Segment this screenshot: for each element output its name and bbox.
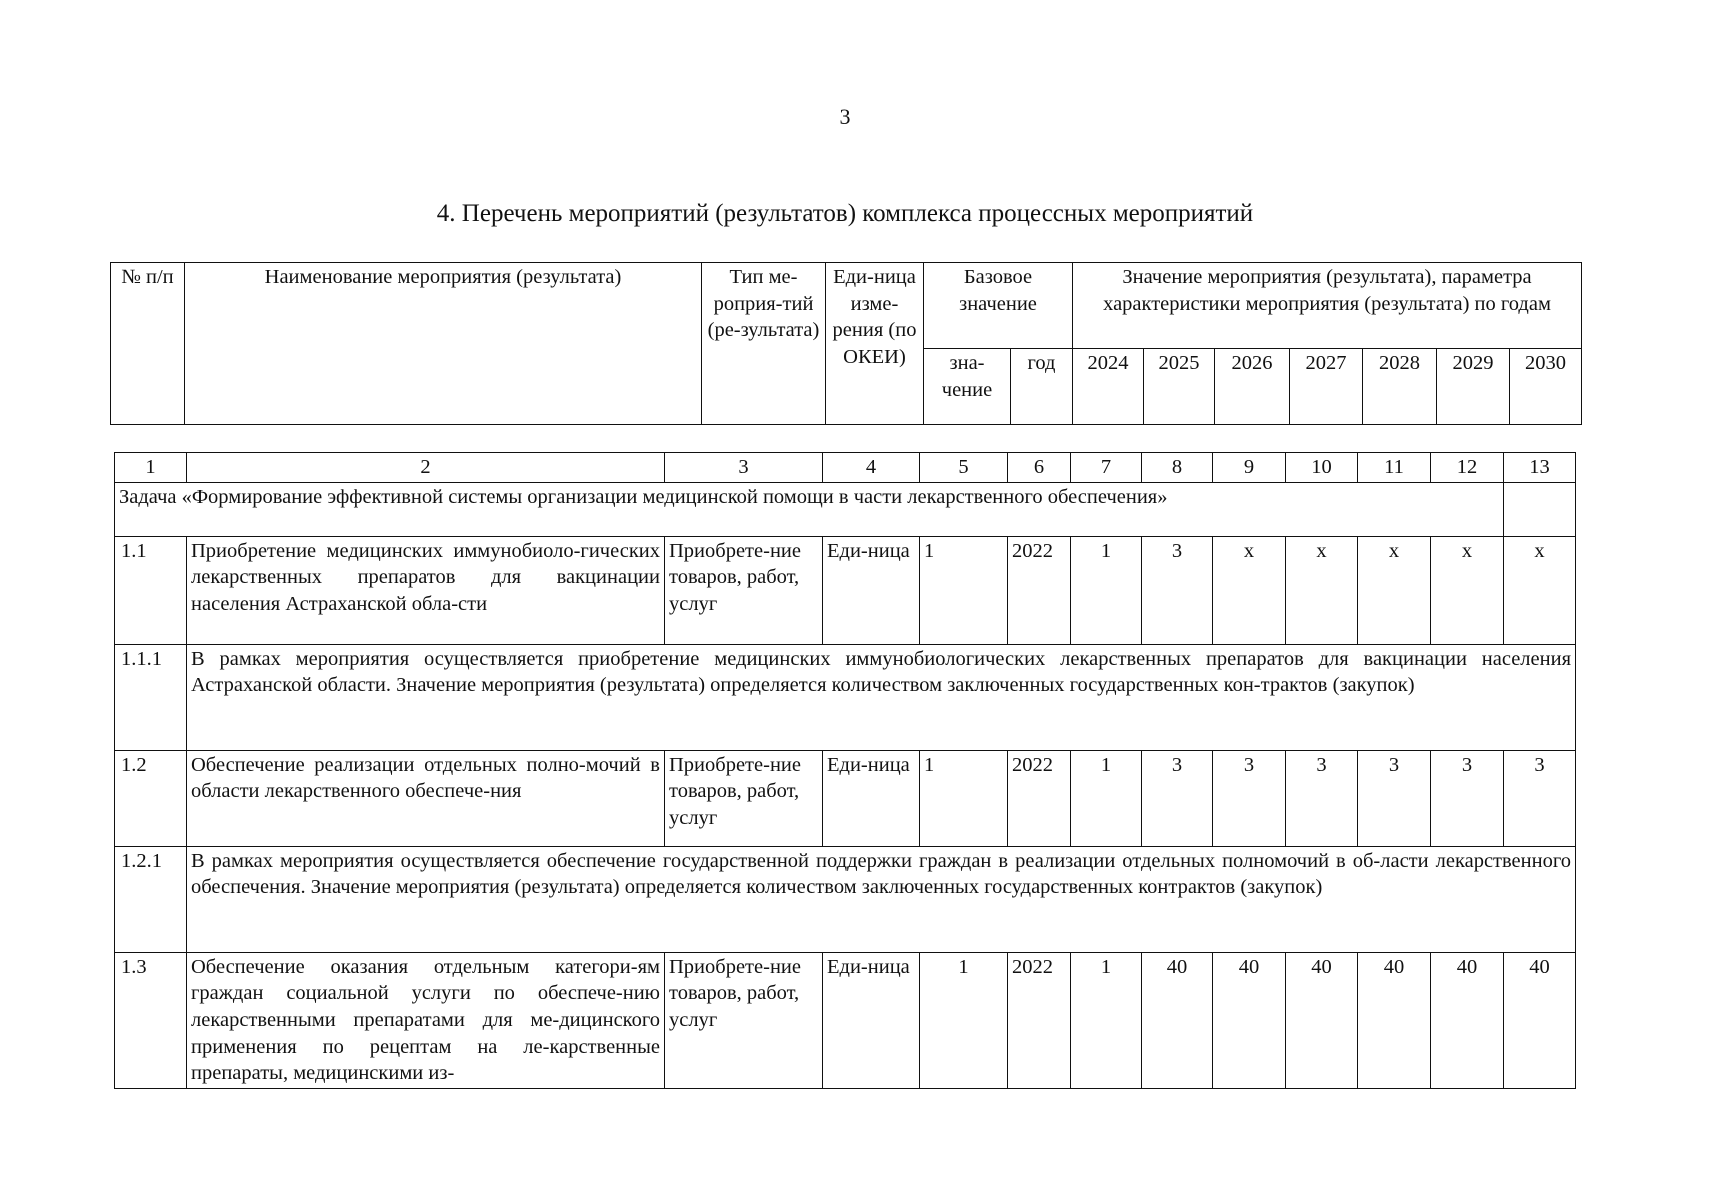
- header-name: Наименование мероприятия (результата): [185, 263, 702, 425]
- column-number: 11: [1358, 453, 1431, 483]
- value-cell: 3: [1431, 750, 1504, 846]
- page-number: 3: [839, 104, 851, 129]
- header-year: 2024: [1073, 349, 1144, 425]
- value-cell: 3: [1213, 750, 1286, 846]
- base-year-cell: 2022: [1008, 750, 1071, 846]
- column-number: 1: [115, 453, 187, 483]
- value-cell: x: [1504, 536, 1576, 644]
- header-values-group: Значение мероприятия (результата), параметра характеристики мероприятия (результата) по годам: [1073, 263, 1582, 349]
- description-row: [115, 846, 1576, 952]
- value-cell: 1: [1071, 952, 1142, 1088]
- column-number: 3: [665, 453, 823, 483]
- value-cell: x: [1286, 536, 1358, 644]
- activity-type: Приобрете-ние товаров, работ, услуг: [665, 750, 823, 846]
- base-year-cell: 2022: [1008, 536, 1071, 644]
- header-base-year: год: [1011, 349, 1073, 425]
- activity-type: Приобрете-ние товаров, работ, услуг: [665, 536, 823, 644]
- table-row: [115, 536, 1576, 644]
- value-cell: 1: [1071, 750, 1142, 846]
- value-cell: x: [1358, 536, 1431, 644]
- column-number: 2: [187, 453, 665, 483]
- column-number: 5: [920, 453, 1008, 483]
- value-cell: 3: [1504, 750, 1576, 846]
- column-number: 9: [1213, 453, 1286, 483]
- column-number: 12: [1431, 453, 1504, 483]
- description-row: [115, 644, 1576, 750]
- value-cell: x: [1213, 536, 1286, 644]
- column-number: 7: [1071, 453, 1142, 483]
- header-table: [110, 262, 1582, 425]
- page-title: 4. Перечень мероприятий (результатов) комплекса процессных мероприятий: [436, 200, 1254, 227]
- value-cell: 40: [1431, 952, 1504, 1088]
- activity-description: В рамках мероприятия осуществляется приобретение медицинских иммунобиологических лекарственных препаратов для вакцинации населения Астраханской области. Значение мероприятия (результата) определяется количеством заключенных государственных кон-трактов (закупок): [187, 644, 1576, 750]
- column-number: 10: [1286, 453, 1358, 483]
- value-cell: 3: [1286, 750, 1358, 846]
- row-number: 1.2.1: [115, 846, 187, 952]
- empty-cell: [1504, 482, 1576, 536]
- activity-description: В рамках мероприятия осуществляется обеспечение государственной поддержки граждан в реализации отдельных полномочий в об-ласти лекарственного обеспечения. Значение мероприятия (результата) определяется количеством заключенных государственных контрактов (закупок): [187, 846, 1576, 952]
- column-numbers-row: [115, 453, 1576, 483]
- row-number: 1.2: [115, 750, 187, 846]
- unit-cell: Еди-ница: [823, 750, 920, 846]
- column-number: 8: [1142, 453, 1213, 483]
- activities-table: [114, 452, 1576, 1089]
- header-year: 2026: [1215, 349, 1290, 425]
- table-row: [115, 750, 1576, 846]
- task-row: [115, 482, 1576, 536]
- header-year: 2029: [1437, 349, 1510, 425]
- unit-cell: Еди-ница: [823, 536, 920, 644]
- row-number: 1.1.1: [115, 644, 187, 750]
- activity-name: Обеспечение оказания отдельным категори-ям граждан социальной услуги по обеспече-нию лекарственными препаратами для ме-дицинского применения по рецептам на ле-карственные препараты, медицинскими из-: [187, 952, 665, 1088]
- header-year: 2025: [1144, 349, 1215, 425]
- header-base-value: зна-чение: [924, 349, 1011, 425]
- value-cell: 40: [1504, 952, 1576, 1088]
- activity-name: Обеспечение реализации отдельных полно-мочий в области лекарственного обеспече-ния: [187, 750, 665, 846]
- header-type: Тип ме-роприя-тий (ре-зультата): [702, 263, 826, 425]
- value-cell: 40: [1358, 952, 1431, 1088]
- header-year: 2028: [1363, 349, 1437, 425]
- base-value-cell: 1: [920, 952, 1008, 1088]
- header-unit: Еди-ница изме-рения (по ОКЕИ): [826, 263, 924, 425]
- activity-type: Приобрете-ние товаров, работ, услуг: [665, 952, 823, 1088]
- value-cell: 40: [1286, 952, 1358, 1088]
- base-value-cell: 1: [920, 536, 1008, 644]
- value-cell: 40: [1213, 952, 1286, 1088]
- column-number: 6: [1008, 453, 1071, 483]
- header-year: 2027: [1290, 349, 1363, 425]
- header-num: № п/п: [111, 263, 185, 425]
- value-cell: 1: [1071, 536, 1142, 644]
- base-year-cell: 2022: [1008, 952, 1071, 1088]
- value-cell: 3: [1142, 536, 1213, 644]
- header-base: Базовое значение: [924, 263, 1073, 349]
- base-value-cell: 1: [920, 750, 1008, 846]
- task-text: Задача «Формирование эффективной системы организации медицинской помощи в части лекарственного обеспечения»: [115, 482, 1504, 536]
- activity-name: Приобретение медицинских иммунобиоло-гических лекарственных препаратов для вакцинации населения Астраханской обла-сти: [187, 536, 665, 644]
- row-number: 1.1: [115, 536, 187, 644]
- value-cell: x: [1431, 536, 1504, 644]
- value-cell: 3: [1142, 750, 1213, 846]
- table-row: [115, 952, 1576, 1088]
- header-year: 2030: [1510, 349, 1582, 425]
- column-number: 13: [1504, 453, 1576, 483]
- unit-cell: Еди-ница: [823, 952, 920, 1088]
- value-cell: 40: [1142, 952, 1213, 1088]
- column-number: 4: [823, 453, 920, 483]
- value-cell: 3: [1358, 750, 1431, 846]
- row-number: 1.3: [115, 952, 187, 1088]
